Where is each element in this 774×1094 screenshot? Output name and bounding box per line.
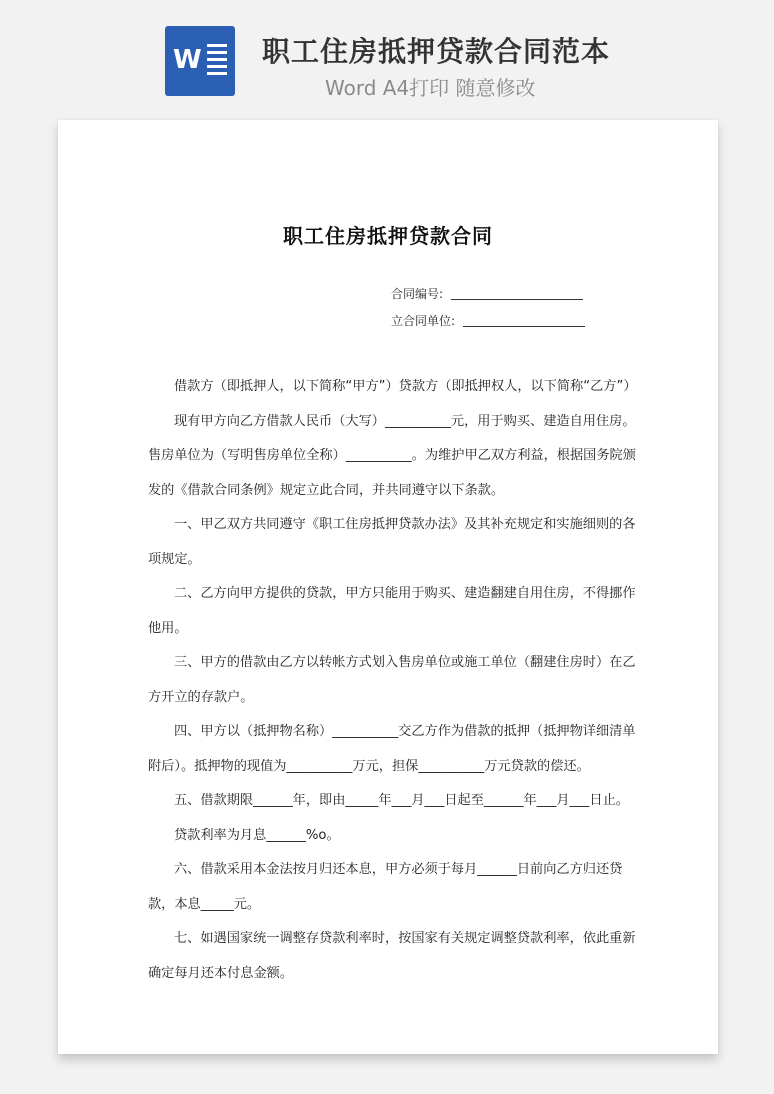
banner-subtitle: Word A4打印 随意修改 [325, 76, 536, 100]
contract-number-line [391, 285, 583, 302]
paragraph: 五、借款期限______年，即由_____年___月___日起至______年___月___日止。 [174, 793, 629, 808]
banner-header [0, 0, 774, 112]
paragraph: 四、甲方以（抵押物名称）__________交乙方作为借款的抵押（抵押物详细清单附后）。抵押物的现值为__________万元，担保__________万元贷款的偿还。 [148, 724, 636, 774]
contract-unit-line [391, 312, 585, 329]
word-icon-lines [207, 44, 227, 79]
document-page [58, 120, 718, 1054]
paragraph: 三、甲方的借款由乙方以转帐方式划入售房单位或施工单位（翻建住房时）在乙方开立的存款户。 [148, 655, 636, 705]
paragraph: 借款方（即抵押人，以下简称“甲方”）贷款方（即抵押权人，以下简称“乙方”） [174, 379, 637, 394]
word-document-icon [165, 26, 235, 96]
paragraph: 贷款利率为月息______%o。 [174, 827, 340, 843]
contract-number-blank [451, 287, 583, 300]
paragraph: 一、甲乙双方共同遵守《职工住房抵押贷款办法》及其补充规定和实施细则的各项规定。 [148, 517, 636, 567]
contract-unit-blank [463, 314, 585, 327]
document-body [148, 370, 638, 991]
paragraph: 现有甲方向乙方借款人民币（大写）__________元，用于购买、建造自用住房。售房单位为（写明售房单位全称）__________。为维护甲乙双方利益，根据国务院颁发的《借款合同条例》规定立此合同，并共同遵守以下条款。 [148, 413, 636, 498]
paragraph: 六、借款采用本金法按月归还本息，甲方必须于每月______日前向乙方归还贷款，本息_____元。 [148, 862, 623, 912]
contract-unit-label: 立合同单位: [391, 314, 456, 328]
banner-title: 职工住房抵押贷款合同范本 [262, 35, 611, 68]
paragraph: 二、乙方向甲方提供的贷款，甲方只能用于购买、建造翻建自用住房，不得挪作他用。 [148, 586, 636, 636]
document-title: 职工住房抵押贷款合同 [283, 224, 493, 248]
word-icon-letter: W [173, 45, 202, 75]
paragraph: 七、如遇国家统一调整存贷款利率时，按国家有关规定调整贷款利率，依此重新确定每月还本付息金额。 [148, 931, 636, 981]
contract-number-label: 合同编号: [391, 287, 444, 301]
